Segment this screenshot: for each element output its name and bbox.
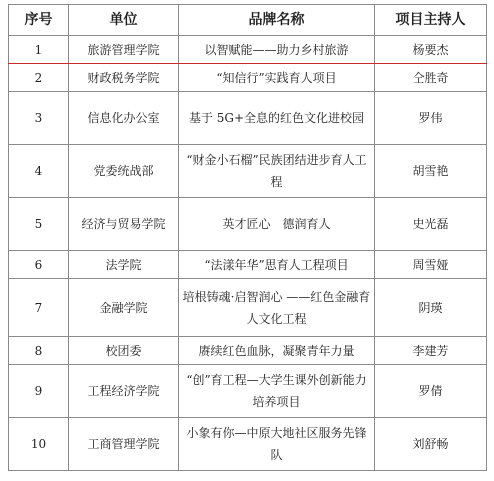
row-unit: 信息化办公室 <box>69 92 179 145</box>
brand-project-table <box>8 4 487 471</box>
row-person: 刘舒畅 <box>375 418 487 471</box>
row-unit: 财政税务学院 <box>69 64 179 92</box>
row-no: 9 <box>9 365 69 418</box>
row-unit: 工程经济学院 <box>69 365 179 418</box>
row-person: 罗倩 <box>375 365 487 418</box>
row-no: 8 <box>9 337 69 365</box>
row-no: 5 <box>9 198 69 251</box>
row-brand: “财金小石榴”民族团结进步育人工程 <box>179 145 375 198</box>
header-brand: 品牌名称 <box>179 5 375 36</box>
table-row <box>9 337 487 365</box>
table-row <box>9 279 487 337</box>
table-row <box>9 92 487 145</box>
row-brand: “法漾年华”思育人工程项目 <box>179 251 375 279</box>
row-brand: 小象有你—中原大地社区服务先锋队 <box>179 418 375 471</box>
row-person: 杨要杰 <box>375 36 487 64</box>
row-no: 2 <box>9 64 69 92</box>
row-brand: 英才匠心 德润育人 <box>179 198 375 251</box>
table-row <box>9 145 487 198</box>
row-person: 史光磊 <box>375 198 487 251</box>
table-row <box>9 418 487 471</box>
row-person: 胡雪艳 <box>375 145 487 198</box>
row-person: 周雪娅 <box>375 251 487 279</box>
row-brand: 培根铸魂·启智润心 ——红色金融育人文化工程 <box>179 279 375 337</box>
row-no: 7 <box>9 279 69 337</box>
row-no: 10 <box>9 418 69 471</box>
table-row <box>9 365 487 418</box>
row-brand: 赓续红色血脉，凝聚青年力量 <box>179 337 375 365</box>
header-row <box>9 5 487 36</box>
table-row <box>9 36 487 64</box>
row-no: 1 <box>9 36 69 64</box>
table-row <box>9 198 487 251</box>
row-person: 罗伟 <box>375 92 487 145</box>
header-no: 序号 <box>9 5 69 36</box>
row-unit: 法学院 <box>69 251 179 279</box>
row-unit: 校团委 <box>69 337 179 365</box>
table-row <box>9 251 487 279</box>
row-unit: 党委统战部 <box>69 145 179 198</box>
row-brand: 基于 5G+全息的红色文化进校园 <box>179 92 375 145</box>
row-brand: “知信行”实践育人项目 <box>179 64 375 92</box>
header-unit: 单位 <box>69 5 179 36</box>
header-person: 项目主持人 <box>375 5 487 36</box>
row-brand: “创”育工程—大学生课外创新能力培养项目 <box>179 365 375 418</box>
row-no: 6 <box>9 251 69 279</box>
row-person: 阴瑛 <box>375 279 487 337</box>
row-brand: 以智赋能——助力乡村旅游 <box>179 36 375 64</box>
row-unit: 工商管理学院 <box>69 418 179 471</box>
row-person: 仝胜奇 <box>375 64 487 92</box>
row-no: 4 <box>9 145 69 198</box>
row-unit: 经济与贸易学院 <box>69 198 179 251</box>
table-row <box>9 64 487 92</box>
row-unit: 旅游管理学院 <box>69 36 179 64</box>
row-unit: 金融学院 <box>69 279 179 337</box>
row-no: 3 <box>9 92 69 145</box>
row-person: 李建芳 <box>375 337 487 365</box>
